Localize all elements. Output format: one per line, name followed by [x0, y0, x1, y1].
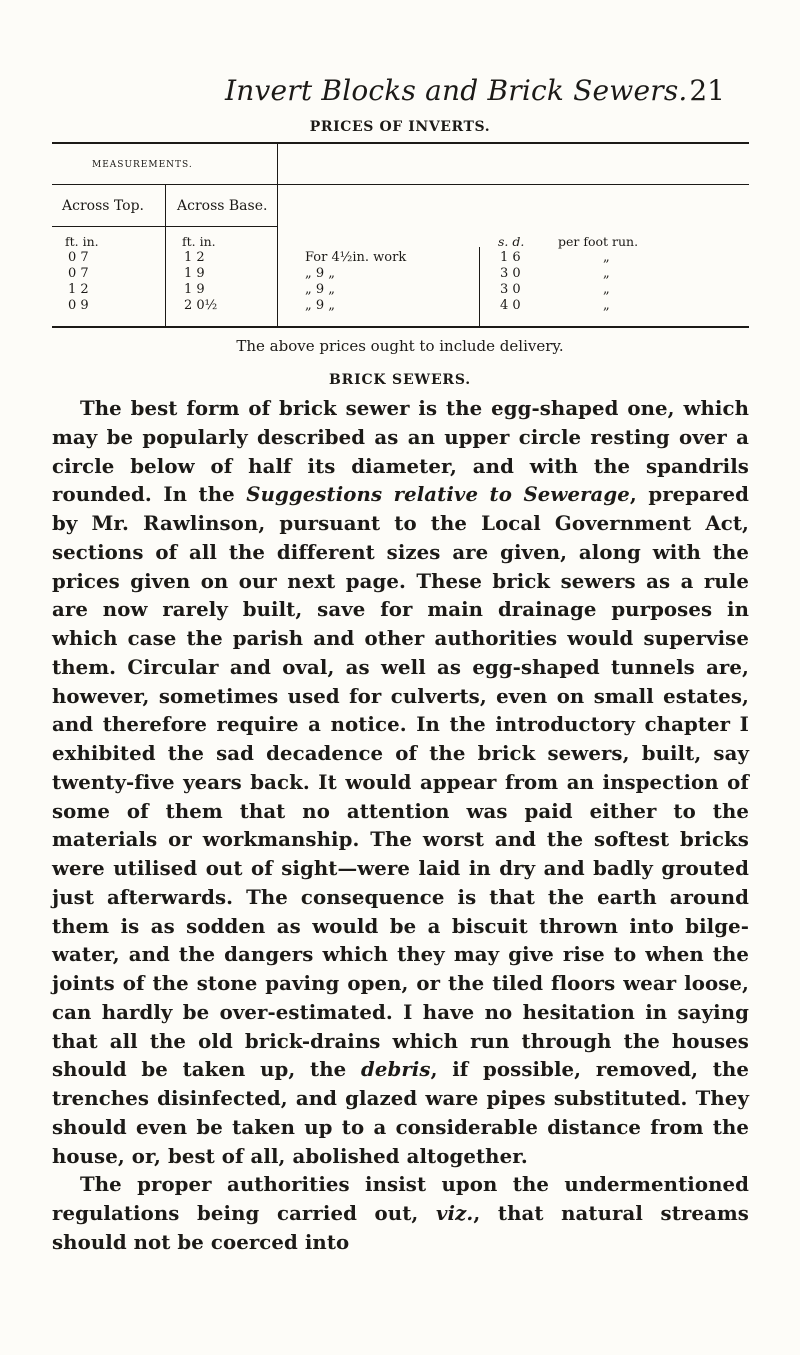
table-cell-base: 1 9 — [184, 266, 205, 281]
table-divider-measurements — [277, 142, 278, 328]
work-column — [305, 250, 406, 314]
running-header — [225, 74, 725, 107]
base-units-label: ft. in. — [182, 234, 216, 249]
across-base-header: Across Base. — [177, 198, 268, 214]
italic-title: Suggestions relative to Sewerage — [246, 483, 630, 507]
section-heading: BRICK SEWERS. — [329, 372, 471, 388]
price-column — [500, 250, 521, 314]
table-cell-work: For 4½in. work — [305, 250, 407, 265]
table-cell-base: 2 0½ — [184, 298, 218, 313]
page-number: 21 — [689, 74, 725, 107]
text-run: The best form of brick sewer is the egg-shaped one, which may be popularly described as an upper circle resting over a circle below of half its diameter, and with the spandrils rounded. In the — [52, 397, 749, 507]
table-cell-price: 4 0 — [500, 298, 521, 313]
text-run: , that natural streams should not be coerced into — [52, 1202, 749, 1254]
text-run: , prepared by Mr. Rawlinson, pursuant to the Local Government Act, sections of all the different sizes are given, along with the prices given on our next page. These brick sewers as a rule are now rarely built, save for main drainage purposes in which case the parish and other authorities would supervise them. Circular and oval, as well as egg-shaped tunnels are, however, sometimes used for culverts, even on small estates, and therefore require a notice. In the introductory chapter I exhibited the sad decadence of the brick sewers, built, say twenty-five years back. It would appear from an inspection of some of them that no attention was paid either to the materials or workmanship. The worst and the softest bricks were utilised out of sight—were laid in dry and badly grouted just afterwards. The consequence is that the earth around them is as sodden as would be a biscuit thrown into bilge-water, and the dangers which they may give rise to when the joints of the stone paving open, or the tiled floors wear loose, can hardly be over-estimated. I have no hesitation in saying that all the old brick-drains which run through the houses should be taken up, the — [52, 483, 749, 1082]
ditto-column — [603, 250, 610, 314]
table-header-rule — [52, 184, 749, 185]
base-values-column — [184, 250, 217, 314]
table-cell-price: 1 6 — [500, 250, 521, 265]
table-top-rule — [52, 142, 749, 144]
top-values-column — [68, 250, 89, 314]
italic-word: viz. — [435, 1202, 474, 1225]
table-divider-work-price — [479, 247, 480, 328]
table-caption: PRICES OF INVERTS. — [309, 119, 491, 135]
table-cell-top: 0 9 — [68, 298, 89, 313]
across-top-header: Across Top. — [62, 198, 144, 214]
table-cell-ditto: „ — [603, 250, 610, 265]
measurements-header: MEASUREMENTS. — [92, 160, 193, 170]
table-cell-price: 3 0 — [500, 266, 521, 281]
per-foot-label: per foot run. — [558, 234, 639, 249]
italic-word: debris — [360, 1058, 431, 1082]
table-cell-ditto: „ — [603, 282, 610, 297]
table-footnote: The above prices ought to include delivery. — [236, 337, 564, 355]
paragraph — [52, 395, 749, 1171]
table-cell-top: 1 2 — [68, 282, 89, 297]
table-divider-top-base — [165, 184, 166, 328]
table-cell-base: 1 9 — [184, 282, 205, 297]
body-text — [52, 395, 749, 1258]
table-cell-work: „ 9 „ — [305, 298, 336, 313]
table-cell-price: 3 0 — [500, 282, 521, 297]
table-cell-base: 1 2 — [184, 250, 205, 265]
paragraph — [52, 1171, 749, 1257]
top-units-label: ft. in. — [65, 234, 99, 249]
table-cell-ditto: „ — [603, 266, 610, 281]
table-cell-work: „ 9 „ — [305, 266, 336, 281]
running-title: Invert Blocks and Brick Sewers. — [225, 74, 688, 107]
table-cell-top: 0 7 — [68, 266, 89, 281]
text-run: The proper authorities insist upon the undermentioned regulations being carried out, — [52, 1173, 749, 1225]
table-bottom-rule — [52, 326, 749, 328]
table-cell-ditto: „ — [603, 298, 610, 313]
prices-table — [52, 142, 749, 328]
price-units-label: s. d. — [498, 234, 525, 249]
text-run: , if possible, removed, the trenches disinfected, and glazed ware pipes substituted. They should even be taken up to a considerable distance from the house, or, best of all, abolished altogether. — [52, 1058, 750, 1168]
table-cell-top: 0 7 — [68, 250, 89, 265]
table-cell-work: „ 9 „ — [305, 282, 336, 297]
